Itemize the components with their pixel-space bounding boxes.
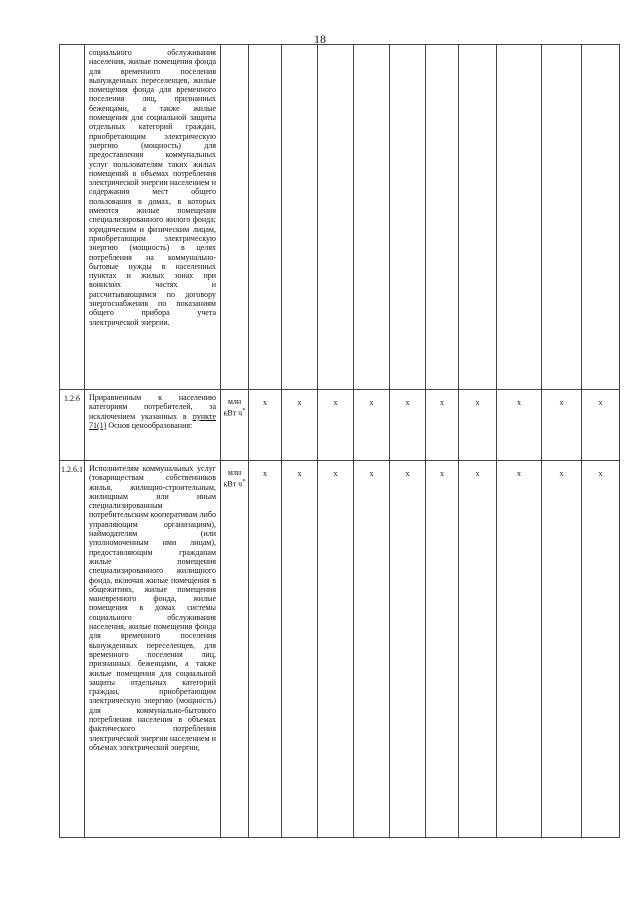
- value-cell: [459, 45, 497, 390]
- value-cell: x: [426, 390, 459, 461]
- value-cell: x: [354, 390, 390, 461]
- row-description: социального обслуживания населения, жилые помещения фонда для временного поселения вынужденных переселенцев, жилые помещения фонда для временного поселения лиц, признанных беженцами, а также жилые помещения для социальной защиты отдельных категорий граждан, приобретающим электрическую энергию (мощность) для предоставления коммунальных услуг пользователям таких жилых помещений в объемах потребления электрической энергии населением и содержания мест общего пользования в домах, в которых имеются жилые помещения специализированного жилого фонда; юридическим и физическим лицам, приобретающим электрическую энергию (мощность) в целях потребления на коммунально-бытовые нужды в населенных пунктах и жилых зонах при воинских частях и рассчитывающимся по договору энергоснабжения по показаниям общего прибора учета электрической энергии.: [85, 45, 221, 390]
- unit-label: млн кВт ч: [223, 468, 243, 489]
- value-cell: x: [459, 390, 497, 461]
- value-cell: x: [542, 390, 582, 461]
- value-cell: x: [459, 461, 497, 838]
- value-cell: x: [249, 461, 282, 838]
- value-cell: x: [497, 390, 542, 461]
- row-unit: [221, 45, 249, 390]
- unit-footnote-star: *: [242, 478, 246, 486]
- description-text: Приравненным к населению категориям потребителей, за исключением указанных в: [89, 393, 216, 421]
- table-row: [60, 390, 620, 461]
- value-cell: x: [582, 390, 620, 461]
- value-cell: x: [390, 390, 426, 461]
- row-number: 1.2.6: [60, 390, 85, 461]
- value-cell: x: [426, 461, 459, 838]
- row-description: [85, 390, 221, 461]
- value-cell: [497, 45, 542, 390]
- value-cell: x: [354, 461, 390, 838]
- value-cell: [542, 45, 582, 390]
- value-cell: x: [542, 461, 582, 838]
- description-link-reference: пункте 71(1): [89, 411, 216, 430]
- row-number: 1.2.6.1: [60, 461, 85, 838]
- value-cell: [318, 45, 354, 390]
- description-text: Основ ценообразования:: [106, 420, 193, 430]
- tariff-table: [59, 44, 620, 838]
- value-cell: x: [318, 390, 354, 461]
- row-unit: [221, 390, 249, 461]
- row-description: Исполнителям коммунальных услуг (товариществам собственников жилья, жилищно-строительным, жилищным или иным специализированным потребительским кооперативам либо управляющим организациям), наймодателям (или уполномоченным ими лицам), предоставляющим гражданам жилые помещения специализированного жилищного фонда, включая жилые помещения в общежитиях, жилые помещения маневренного фонда, жилые помещения в домах системы социального обслуживания населения, жилые помещения фонда для временного поселения вынужденных переселенцев, для временного поселения лиц, признанных беженцами, а также жилые помещения для социальной защиты отдельных категорий граждан, приобретающим электрическую энергию (мощность) для коммунально-бытового потребления населения в объемах фактического потребления электрической энергии населением и объемах электрической энергии,: [85, 461, 221, 838]
- row-unit: [221, 461, 249, 838]
- table-row: [60, 45, 620, 390]
- value-cell: [582, 45, 620, 390]
- unit-label: млн кВт ч: [223, 397, 243, 418]
- value-cell: x: [282, 390, 318, 461]
- value-cell: x: [582, 461, 620, 838]
- unit-footnote-star: *: [242, 407, 246, 415]
- row-number: [60, 45, 85, 390]
- table-row: [60, 461, 620, 838]
- value-cell: [390, 45, 426, 390]
- value-cell: x: [249, 390, 282, 461]
- value-cell: x: [497, 461, 542, 838]
- value-cell: x: [390, 461, 426, 838]
- value-cell: x: [282, 461, 318, 838]
- value-cell: [426, 45, 459, 390]
- value-cell: [282, 45, 318, 390]
- value-cell: x: [318, 461, 354, 838]
- value-cell: [354, 45, 390, 390]
- value-cell: [249, 45, 282, 390]
- page-number: 18: [314, 32, 326, 46]
